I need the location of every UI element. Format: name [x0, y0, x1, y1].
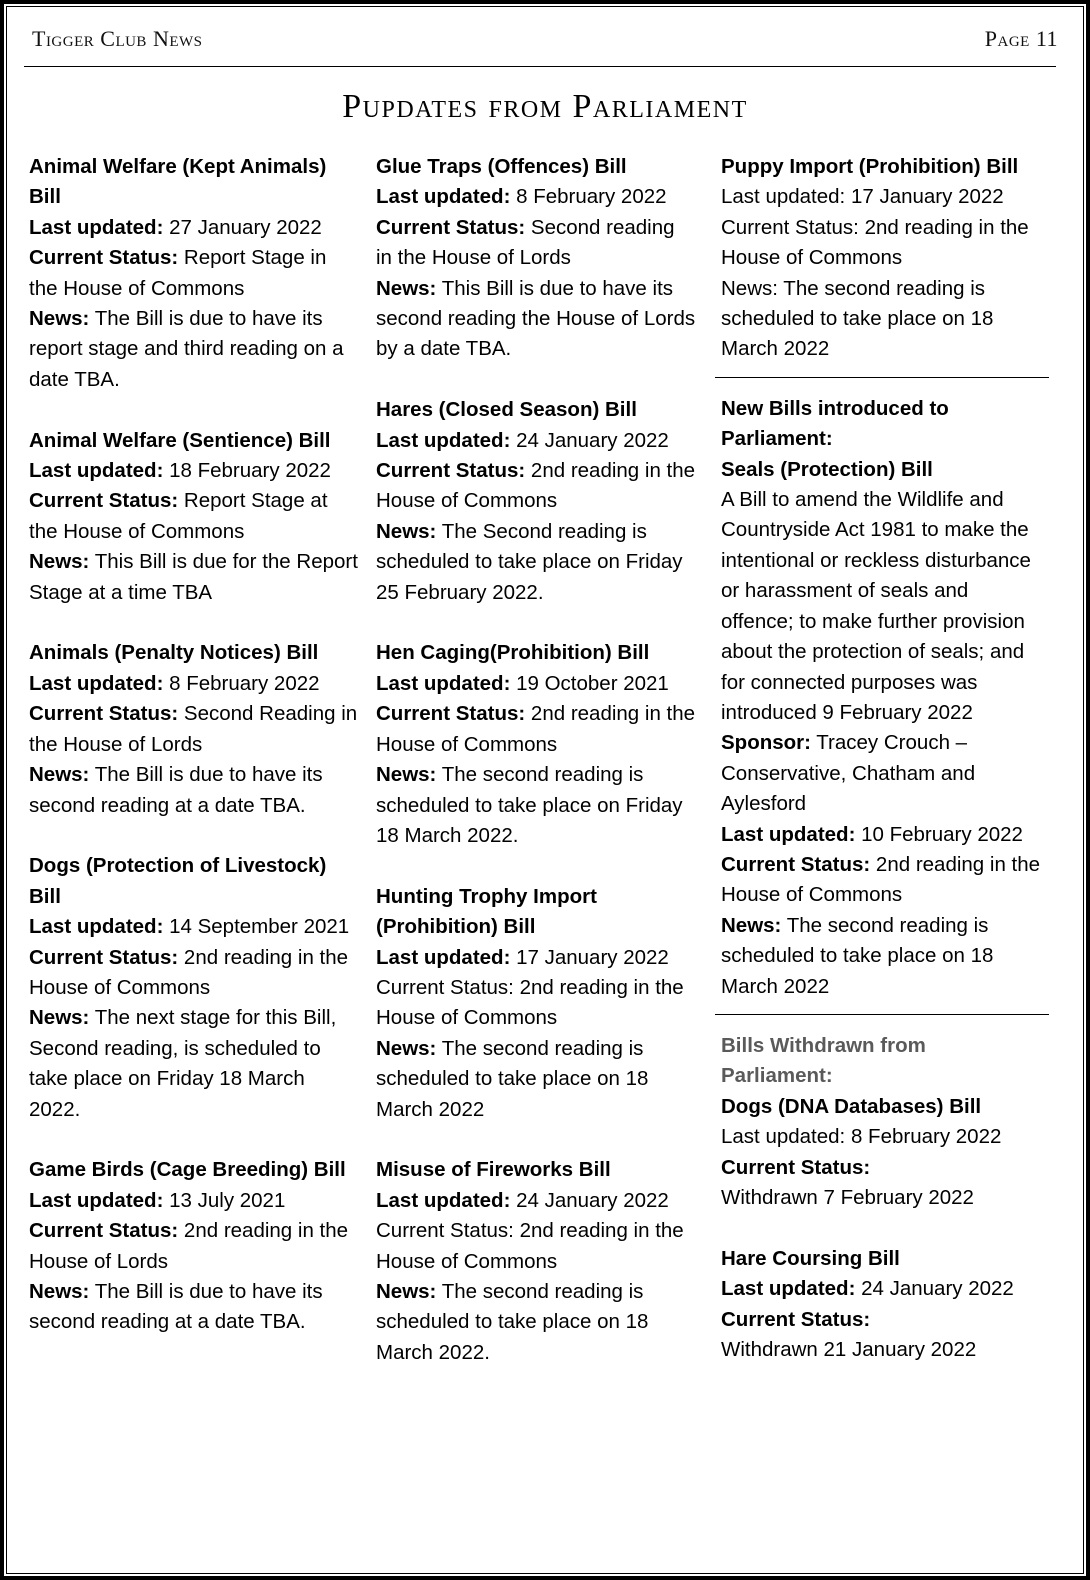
news-label: News:: [376, 1036, 437, 1060]
status-value: Withdrawn 7 February 2022: [721, 1186, 974, 1209]
last-updated-value: 24 January 2022: [861, 1277, 1014, 1301]
news-label: News:: [721, 913, 782, 937]
section-heading: New Bills introduced to Parliament:: [721, 396, 949, 451]
last-updated-value: 8 February 2022: [516, 185, 667, 209]
status-value: 2nd reading in the House of Commons: [376, 459, 696, 513]
section-heading: Bills Withdrawn from Parliament:: [721, 1033, 926, 1088]
status-value: 2nd reading in the House of Commons: [29, 945, 349, 999]
bill-name: Hares (Closed Season) Bill: [376, 398, 637, 422]
news-label: News:: [29, 550, 90, 574]
bill-name: Game Birds (Cage Breeding) Bill: [29, 1158, 346, 1182]
last-updated-value: 24 January 2022: [516, 1188, 669, 1212]
sponsor-label: Sponsor:: [721, 731, 811, 755]
news-value: The Bill is due to have its second reading at a date TBA.: [29, 763, 323, 817]
news-value: The second reading is scheduled to take place on 18 March 2022: [376, 1036, 649, 1121]
last-updated-value: 27 January 2022: [169, 215, 322, 239]
last-updated-label: Last updated:: [29, 459, 164, 483]
page-number: Page 11: [984, 26, 1058, 51]
news-label: News:: [29, 1279, 90, 1303]
last-updated-label: Last updated:: [376, 428, 511, 452]
last-updated-label: Last updated:: [29, 671, 164, 695]
news-label: News:: [376, 276, 437, 300]
last-updated-label: Last updated:: [29, 1188, 164, 1212]
last-updated-label: Last updated:: [29, 215, 164, 239]
bill-name: Glue Traps (Offences) Bill: [376, 155, 627, 178]
bill-entry: [29, 152, 359, 395]
publication-name: Tigger Club News: [32, 26, 203, 51]
bill-entry: [376, 638, 696, 851]
last-updated-label: Last updated:: [376, 185, 511, 209]
new-bills-section: [721, 394, 1043, 1002]
news-value: The second reading is scheduled to take place on Friday 18 March 2022.: [376, 763, 683, 847]
news-value: The next stage for this Bill, Second reading, is scheduled to take place on Friday 18 March 2022.: [29, 1006, 337, 1121]
status-value: 2nd reading in the House of Lords: [29, 1219, 349, 1273]
withdrawn-section: [721, 1031, 1043, 1213]
news-value: The second reading is scheduled to take place on 18 March 2022.: [376, 1279, 649, 1364]
last-updated-label: Last updated:: [721, 1277, 856, 1301]
bill-entry: [721, 152, 1043, 365]
bill-name: Hare Coursing Bill: [721, 1246, 900, 1270]
bill-name: Animals (Penalty Notices) Bill: [29, 641, 319, 665]
status-label: Current Status:: [376, 459, 526, 483]
news-label: News:: [721, 276, 778, 300]
status-label: Current Status:: [376, 702, 526, 726]
status-value: Second Reading in the House of Lords: [29, 702, 358, 756]
news-label: News:: [376, 763, 437, 787]
status-label: Current Status:: [721, 1307, 871, 1331]
last-updated-value: 17 January 2022: [850, 185, 1004, 209]
news-value: The second reading is scheduled to take place on 18 March 2022: [721, 276, 994, 361]
last-updated-label: Last updated:: [721, 822, 856, 846]
last-updated-value: 8 February 2022: [850, 1125, 1002, 1149]
status-value: 2nd reading in the House of Commons: [721, 215, 1029, 270]
bill-name: Misuse of Fireworks Bill: [376, 1158, 611, 1182]
news-value: The second reading is scheduled to take place on 18 March 2022: [721, 913, 994, 998]
status-label: Current Status:: [376, 1219, 514, 1243]
bill-entry: [376, 152, 696, 365]
last-updated-label: Last updated:: [721, 1125, 846, 1149]
bill-entry: [376, 1155, 696, 1368]
status-label: Current Status:: [721, 1155, 871, 1179]
bill-name: Hunting Trophy Import (Prohibition) Bill: [376, 884, 597, 939]
news-label: News:: [29, 1006, 90, 1030]
status-value: Report Stage at the House of Commons: [29, 489, 328, 543]
bill-description: A Bill to amend the Wildlife and Countryside Act 1981 to make the intentional or reckless disturbance or harassment of seals and offence; to make further provision about the protection of seals; and for connected purposes was introduced 9 February 2022: [721, 488, 1031, 724]
column-3: [721, 152, 1043, 1396]
bill-name: Animal Welfare (Kept Animals) Bill: [29, 155, 327, 209]
last-updated-label: Last updated:: [376, 1188, 511, 1212]
news-value: This Bill is due for the Report Stage at a time TBA: [29, 550, 358, 604]
status-value: Second reading in the House of Lords: [376, 215, 675, 270]
last-updated-value: 13 July 2021: [169, 1188, 286, 1212]
last-updated-value: 18 February 2022: [169, 459, 331, 483]
bill-name: Dogs (DNA Databases) Bill: [721, 1094, 982, 1118]
status-label: Current Status:: [29, 489, 179, 513]
news-label: News:: [29, 763, 90, 787]
header-divider: [24, 66, 1056, 67]
section-divider: [715, 377, 1049, 378]
status-label: Current Status:: [376, 215, 526, 239]
bill-name: Dogs (Protection of Livestock) Bill: [29, 854, 327, 908]
bill-entry: [29, 851, 359, 1125]
status-value: 2nd reading in the House of Commons: [376, 975, 684, 1030]
status-label: Current Status:: [29, 945, 179, 969]
news-label: News:: [29, 307, 90, 331]
sponsor-value: Tracey Crouch – Conservative, Chatham and Aylesford: [721, 731, 976, 816]
news-label: News:: [376, 519, 437, 543]
last-updated-value: 19 October 2021: [516, 671, 669, 695]
status-value: Withdrawn 21 January 2022: [721, 1338, 977, 1362]
page-title: Pupdates from Parliament: [342, 88, 748, 125]
bill-name: Puppy Import (Prohibition) Bill: [721, 155, 1019, 178]
bill-entry: [721, 1244, 1043, 1366]
column-1: [29, 152, 359, 1368]
last-updated-label: Last updated:: [29, 915, 164, 939]
news-label: News:: [376, 1279, 437, 1303]
status-label: Current Status:: [376, 975, 514, 999]
status-value: 2nd reading in the House of Commons: [376, 1219, 684, 1273]
last-updated-value: 14 September 2021: [169, 915, 350, 939]
last-updated-value: 17 January 2022: [516, 945, 669, 969]
status-value: Report Stage in the House of Commons: [29, 246, 327, 300]
status-label: Current Status:: [29, 1219, 179, 1243]
last-updated-label: Last updated:: [376, 671, 511, 695]
bill-name: Seals (Protection) Bill: [721, 457, 933, 481]
bill-entry: [29, 426, 359, 608]
status-label: Current Status:: [721, 852, 871, 876]
last-updated-value: 10 February 2022: [861, 822, 1023, 846]
last-updated-label: Last updated:: [721, 185, 846, 209]
bill-entry: [29, 1155, 359, 1337]
last-updated-value: 8 February 2022: [169, 671, 320, 695]
news-value: The Bill is due to have its second reading at a date TBA.: [29, 1279, 323, 1334]
status-label: Current Status:: [29, 702, 179, 726]
bill-entry: [376, 882, 696, 1125]
bill-entry: [376, 395, 696, 608]
news-value: The Second reading is scheduled to take place on Friday 25 February 2022.: [376, 519, 683, 604]
section-divider: [715, 1014, 1049, 1015]
bill-name: Hen Caging(Prohibition) Bill: [376, 641, 650, 665]
status-label: Current Status:: [721, 215, 859, 239]
last-updated-value: 24 January 2022: [516, 428, 669, 452]
column-2: [376, 152, 696, 1399]
running-header: [32, 26, 1058, 56]
news-value: The Bill is due to have its report stage and third reading on a date TBA.: [29, 307, 344, 391]
status-value: 2nd reading in the House of Commons: [721, 852, 1041, 907]
bill-entry: [29, 638, 359, 820]
news-value: This Bill is due to have its second reading the House of Lords by a date TBA.: [376, 276, 696, 361]
last-updated-label: Last updated:: [376, 945, 511, 969]
status-value: 2nd reading in the House of Commons: [376, 702, 696, 756]
bill-name: Animal Welfare (Sentience) Bill: [29, 428, 331, 452]
status-label: Current Status:: [29, 246, 179, 270]
